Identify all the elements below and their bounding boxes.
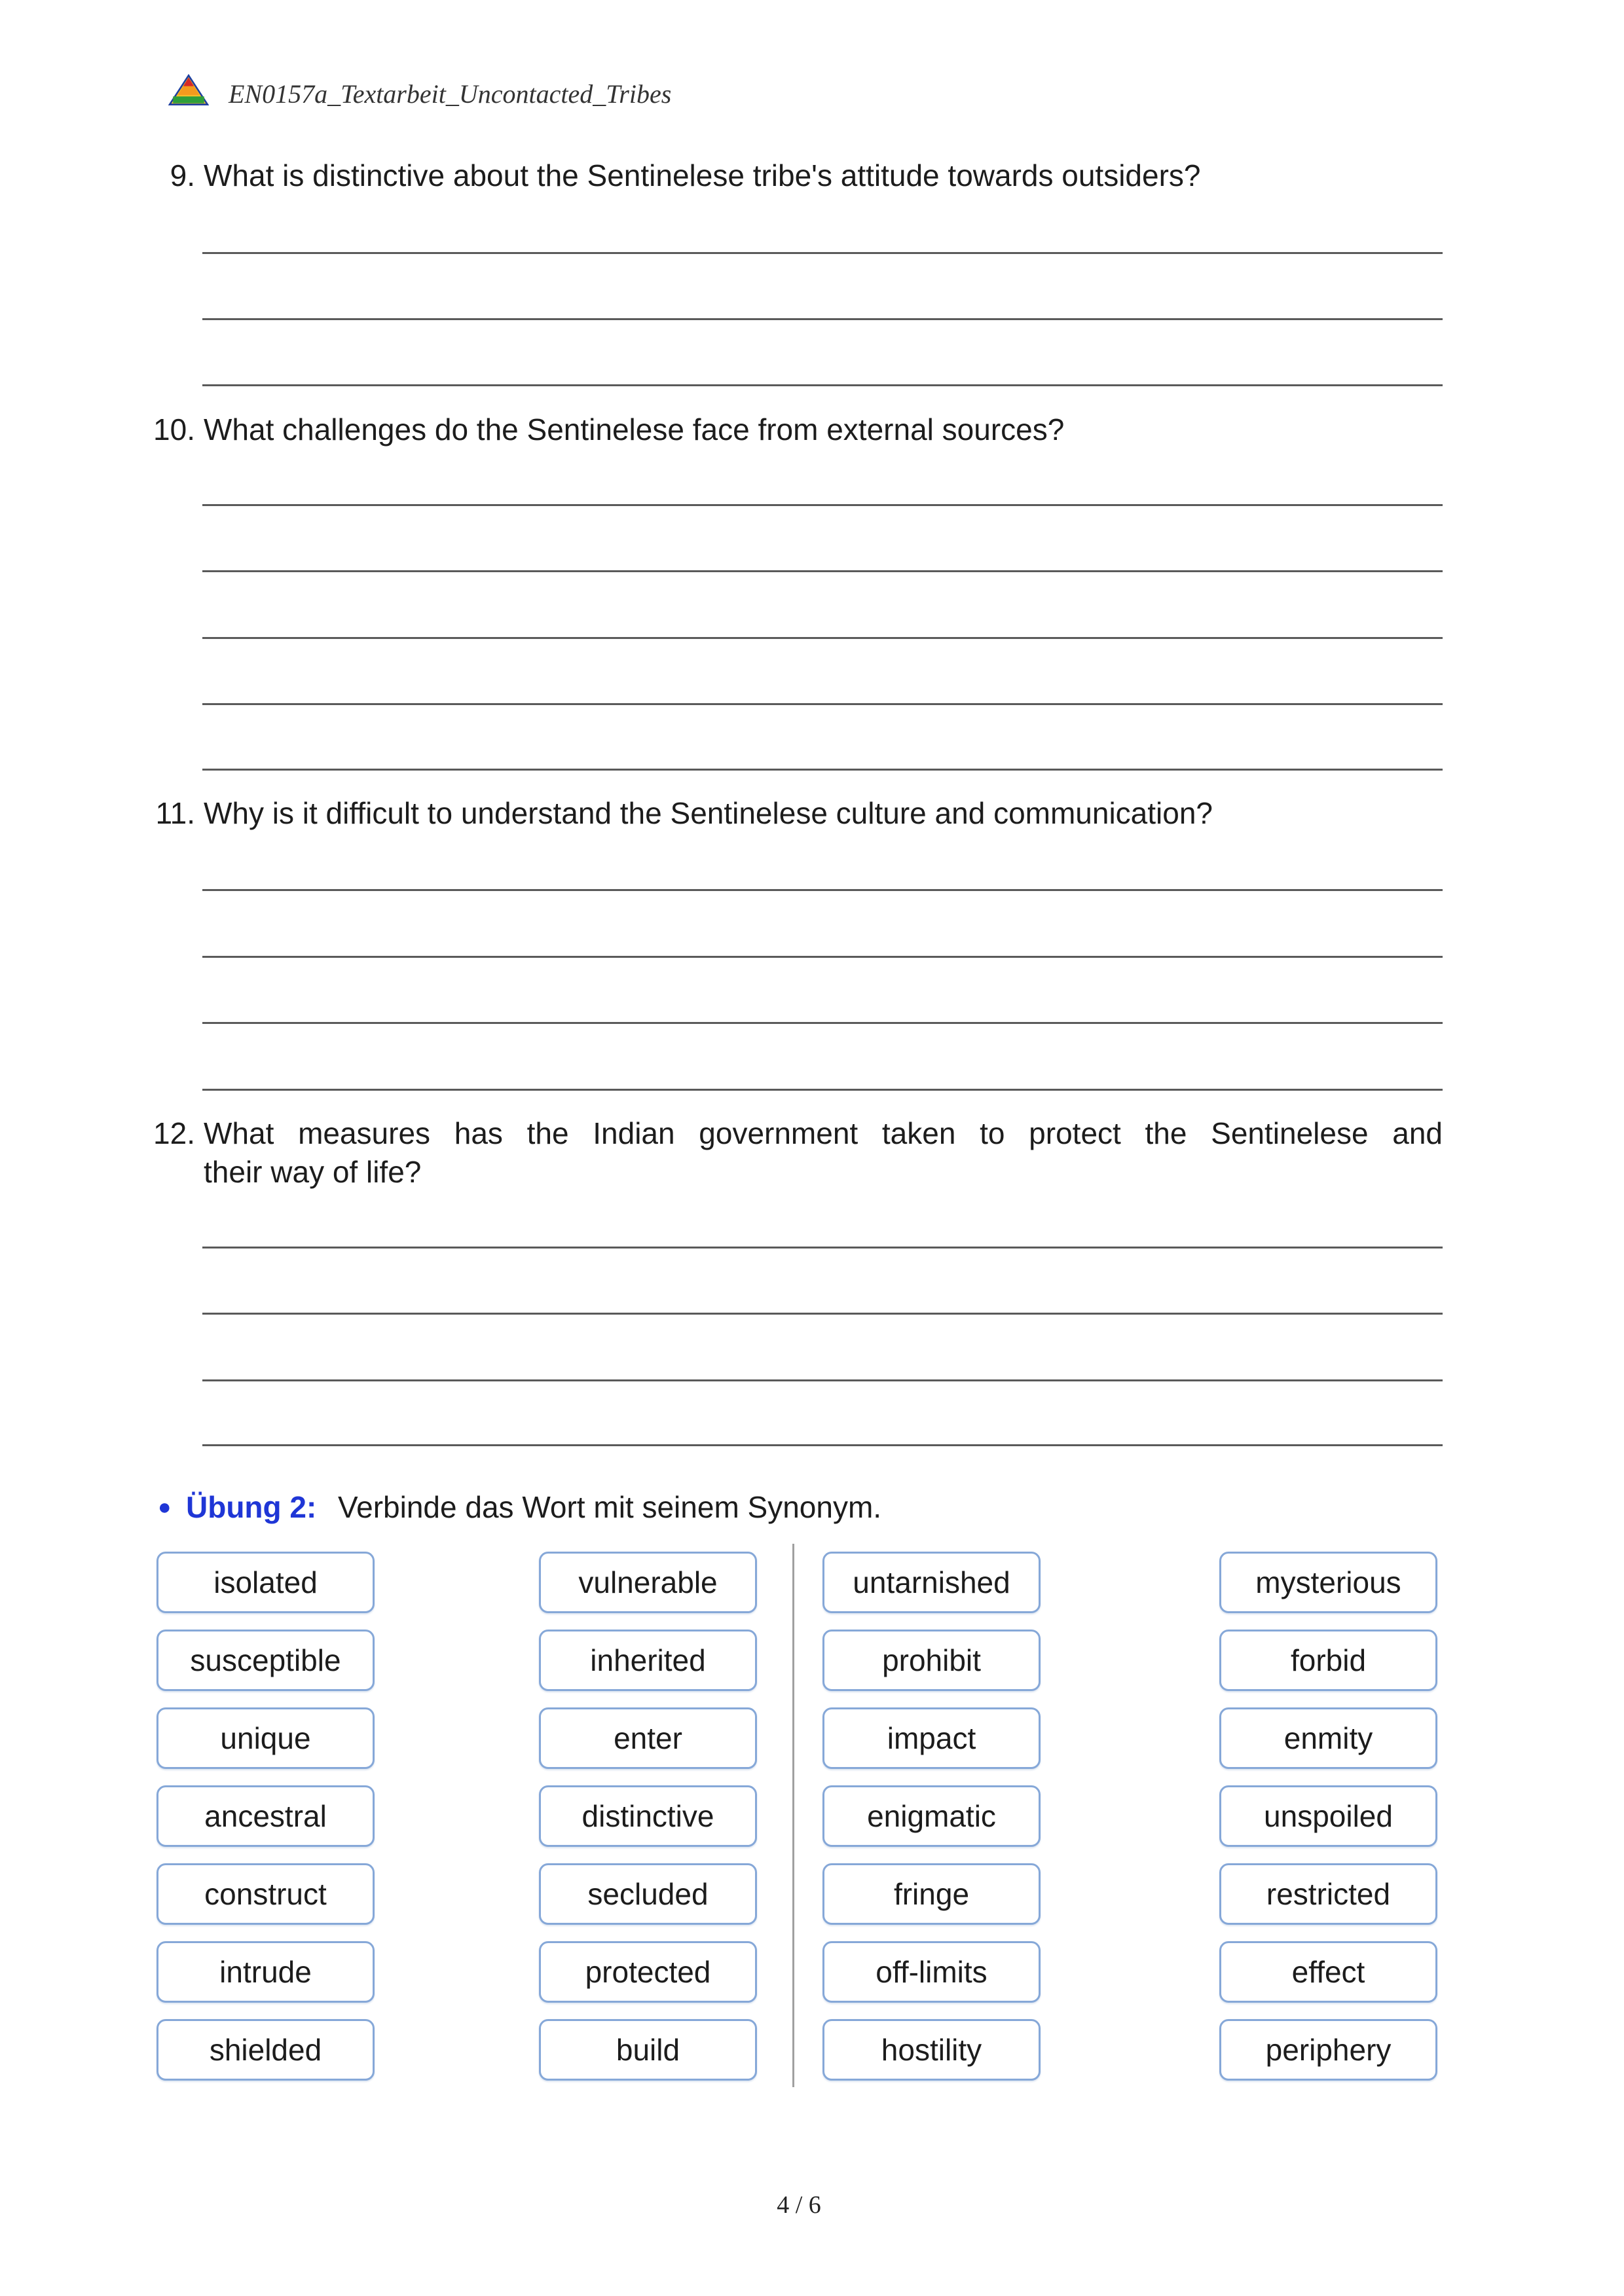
word-tile[interactable]: shielded xyxy=(157,2019,375,2081)
exercise-label: Übung 2: xyxy=(186,1490,317,1524)
word-tile[interactable]: distinctive xyxy=(539,1785,757,1847)
word-tile[interactable]: secluded xyxy=(539,1863,757,1925)
answer-line[interactable] xyxy=(202,703,1443,705)
word-tile[interactable]: intrude xyxy=(157,1941,375,2003)
synonym-tile[interactable]: forbid xyxy=(1219,1630,1437,1691)
synonym-tile[interactable]: restricted xyxy=(1219,1863,1437,1925)
answer-line[interactable] xyxy=(202,504,1443,506)
synonym-tile[interactable]: enmity xyxy=(1219,1707,1437,1769)
word-tile[interactable]: build xyxy=(539,2019,757,2081)
synonym-tile[interactable]: untarnished xyxy=(822,1552,1041,1613)
answer-line[interactable] xyxy=(202,318,1443,320)
question-number: 12. xyxy=(153,1116,195,1150)
synonym-tile[interactable]: unspoiled xyxy=(1219,1785,1437,1847)
pyramid-logo-icon xyxy=(168,74,209,107)
answer-line[interactable] xyxy=(202,1313,1443,1315)
synonym-tile[interactable]: fringe xyxy=(822,1863,1041,1925)
question-number: 10. xyxy=(153,412,195,446)
word-tile[interactable]: construct xyxy=(157,1863,375,1925)
document-filename: EN0157a_Textarbeit_Uncontacted_Tribes xyxy=(229,79,672,109)
answer-line[interactable] xyxy=(202,1379,1443,1381)
answer-line[interactable] xyxy=(202,769,1443,771)
word-tile[interactable]: unique xyxy=(157,1707,375,1769)
word-tile[interactable]: isolated xyxy=(157,1552,375,1613)
word-tile[interactable]: inherited xyxy=(539,1630,757,1691)
answer-line[interactable] xyxy=(202,1089,1443,1091)
word-tile[interactable]: protected xyxy=(539,1941,757,2003)
question-text: What is distinctive about the Sentinelese tribe's attitude towards outsiders? xyxy=(204,158,1201,192)
bullet-icon: ● xyxy=(158,1495,172,1520)
synonym-tile[interactable]: off-limits xyxy=(822,1941,1041,2003)
synonym-tile[interactable]: effect xyxy=(1219,1941,1437,2003)
page-number: 4 / 6 xyxy=(777,2191,821,2219)
synonym-tile[interactable]: mysterious xyxy=(1219,1552,1437,1613)
word-tile[interactable]: ancestral xyxy=(157,1785,375,1847)
question-text-line: their way of life? xyxy=(204,1155,422,1189)
answer-line[interactable] xyxy=(202,1444,1443,1446)
question-text-line: What measures has the Indian government taken to protect the Sentinelese and xyxy=(204,1116,1443,1150)
answer-line[interactable] xyxy=(202,1022,1443,1024)
question-text xyxy=(204,1114,1443,1192)
question-number: 11. xyxy=(155,796,195,830)
answer-line[interactable] xyxy=(202,384,1443,386)
synonym-tile[interactable]: enigmatic xyxy=(822,1785,1041,1847)
answer-line[interactable] xyxy=(202,637,1443,639)
answer-line[interactable] xyxy=(202,252,1443,254)
exercise-instruction: Verbinde das Wort mit seinem Synonym. xyxy=(338,1490,882,1524)
answer-line[interactable] xyxy=(202,570,1443,572)
question-text: What challenges do the Sentinelese face from external sources? xyxy=(204,412,1065,446)
synonym-tile[interactable]: hostility xyxy=(822,2019,1041,2081)
word-tile[interactable]: vulnerable xyxy=(539,1552,757,1613)
question-number: 9. xyxy=(170,158,195,192)
answer-line[interactable] xyxy=(202,889,1443,891)
word-tile[interactable]: enter xyxy=(539,1707,757,1769)
question-text: Why is it difficult to understand the Sentinelese culture and communication? xyxy=(204,796,1213,830)
column-divider xyxy=(792,1544,794,2087)
synonym-tile[interactable]: prohibit xyxy=(822,1630,1041,1691)
word-tile[interactable]: susceptible xyxy=(157,1630,375,1691)
answer-line[interactable] xyxy=(202,956,1443,958)
synonym-tile[interactable]: periphery xyxy=(1219,2019,1437,2081)
synonym-tile[interactable]: impact xyxy=(822,1707,1041,1769)
answer-line[interactable] xyxy=(202,1247,1443,1248)
